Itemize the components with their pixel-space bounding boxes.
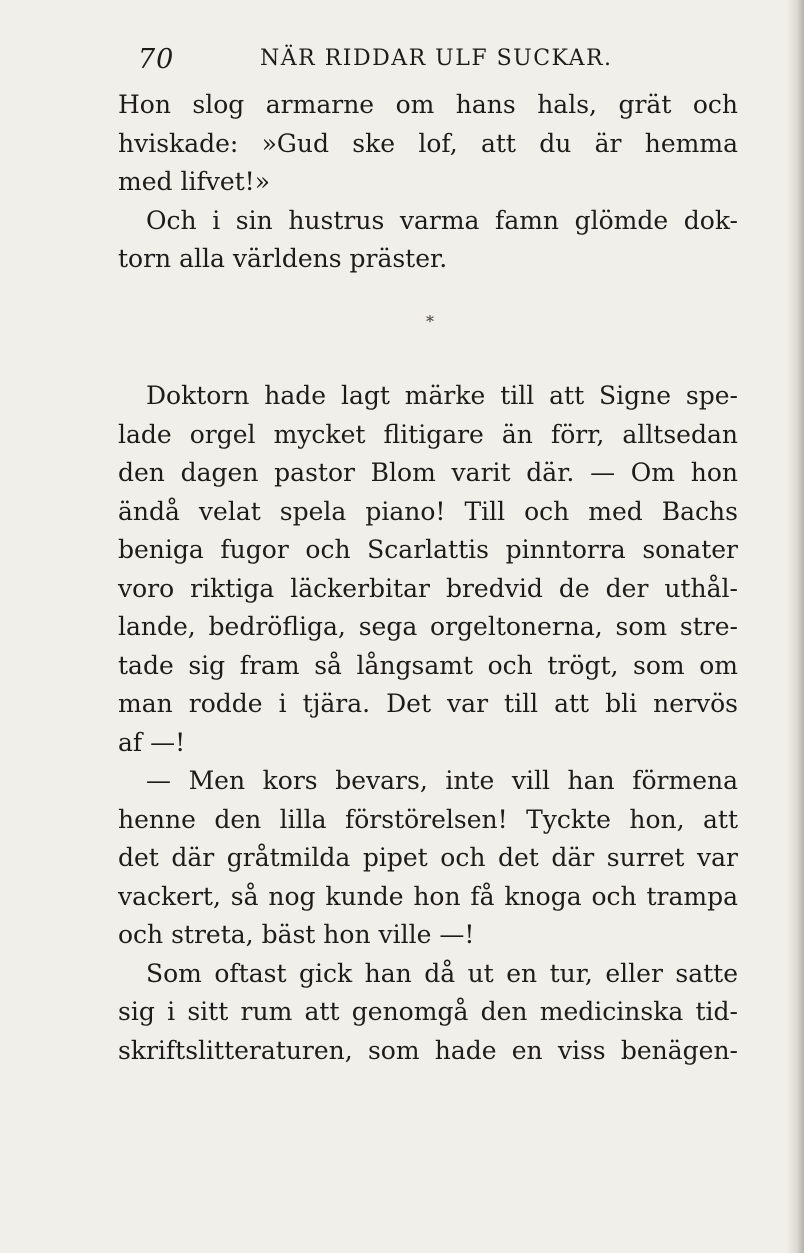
text-line: vackert, så nog kunde hon få knoga och trampa <box>118 881 738 911</box>
paragraph-block-1 <box>118 86 738 279</box>
text-line: ändå velat spela piano! Till och med Bachs <box>118 496 738 526</box>
running-title: NÄR RIDDAR ULF SUCKAR. <box>260 46 613 71</box>
text-line: sig i sitt rum att genomgå den medicinska tid- <box>118 997 738 1026</box>
text-line: torn alla världens präster. <box>118 244 448 273</box>
text-line: lade orgel mycket flitigare än förr, alltsedan <box>118 419 738 449</box>
text-line: med lifvet!» <box>118 167 271 196</box>
text-line: Som oftast gick han då ut en tur, eller satte <box>146 958 738 988</box>
section-separator-asterisk: * <box>426 312 434 331</box>
text-line: lande, bedröfliga, sega orgeltonerna, som stre- <box>118 612 738 641</box>
text-line: hviskade: »Gud ske lof, att du är hemma <box>118 128 738 158</box>
text-line: man rodde i tjära. Det var till att bli nervös <box>118 689 738 718</box>
text-line: af —! <box>118 727 186 757</box>
text-line: tade sig fram så långsamt och trögt, som om <box>118 650 738 680</box>
text-line: Doktorn hade lagt märke till att Signe spe- <box>146 381 738 410</box>
text-line: Hon slog armarne om hans hals, grät och <box>118 90 738 119</box>
running-head <box>118 40 658 80</box>
text-line: — Men kors bevars, inte vill han förmena <box>146 766 738 795</box>
text-line: den dagen pastor Blom varit där. — Om hon <box>118 458 738 487</box>
text-line: skriftslitteraturen, som hade en viss benägen- <box>118 1035 738 1065</box>
text-line: beniga fugor och Scarlattis pinntorra sonater <box>118 535 738 564</box>
paragraph-block-2 <box>118 377 738 1070</box>
page-number: 70 <box>138 44 175 75</box>
text-line: Och i sin hustrus varma famn glömde dok- <box>146 205 738 235</box>
text-line: det där gråtmilda pipet och det där surret var <box>118 843 738 872</box>
page-edge-shadow <box>786 0 804 1253</box>
text-line: henne den lilla förstörelsen! Tyckte hon, att <box>118 804 738 834</box>
text-line: och streta, bäst hon ville —! <box>118 920 475 949</box>
text-line: voro riktiga läckerbitar bredvid de der uthål- <box>118 573 738 603</box>
